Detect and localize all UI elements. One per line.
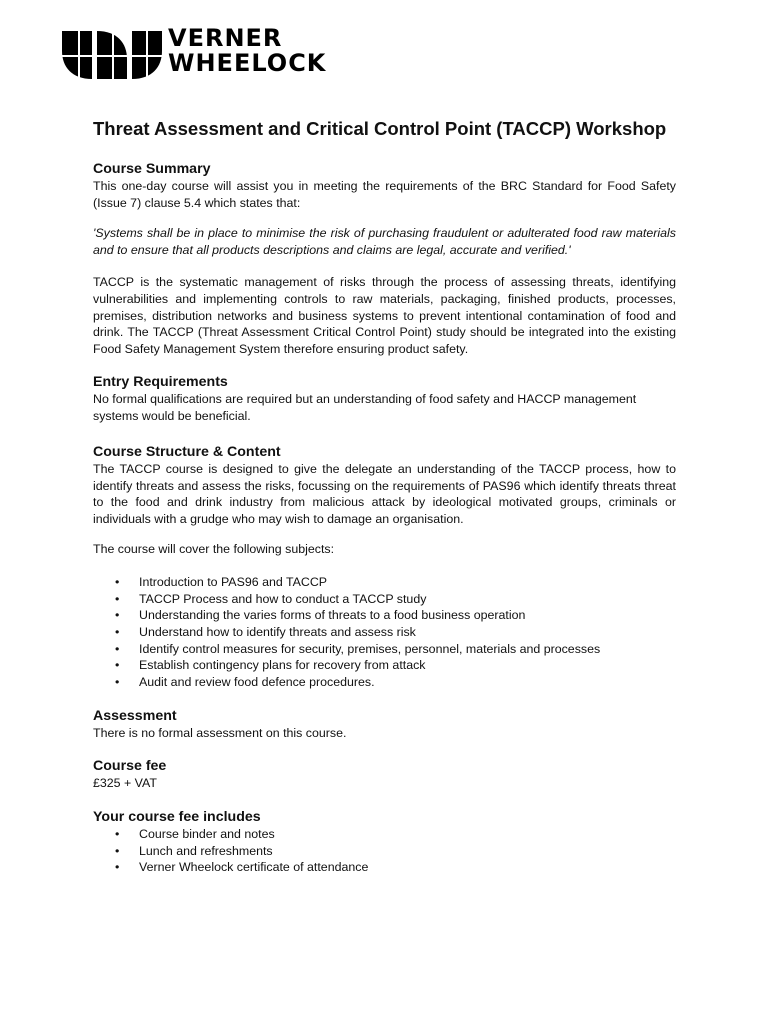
course-structure-section [93,444,676,691]
assessment-text: There is no formal assessment on this course. [93,726,347,740]
assessment-heading: Assessment [93,708,177,724]
list-item: • Understanding the varies forms of threats to a food business operation [115,608,526,623]
list-item: • Identify control measures for security, premises, personnel, materials and processes [115,641,601,656]
fee-includes-section [93,809,676,876]
assessment-section [93,708,676,742]
course-structure-text: The TACCP course is designed to give the delegate an understanding of the TACCP process, how to identify threats and assess the risks, focussing on the requirements of PAS96 which identify threats threat to the food and drink industry from malicious attack by ideological motivated groups, criminals or individuals with a grudge who may wish to damage an organisation. [93,462,676,526]
logo-line-2: WHEELOCK [168,49,327,77]
fee-includes-heading: Your course fee includes [93,809,261,825]
entry-requirements-section [93,374,676,424]
list-item: • TACCP Process and how to conduct a TACCP study [115,591,427,606]
taccp-description: TACCP is the systematic management of risks through the process of assessing threats, identifying vulnerabilities and implementing controls to raw materials, packaging, finished products, processes, premises, distribution networks and business systems to prevent intentional contamination of food and drink. The TACCP (Threat Assessment Critical Control Point) study should be integrated into the existing Food Safety Management System therefore ensuring product safety. [93,275,676,356]
list-item: • Course binder and notes [115,827,275,841]
entry-requirements-text: No formal qualifications are required but an understanding of food safety and HACCP management systems would be beneficial. [93,392,637,423]
brc-quote: 'Systems shall be in place to minimise the risk of purchasing fraudulent or adulterated food raw materials and to ensure that all products descriptions and claims are legal, accurate and verified.' [93,226,676,257]
course-cover-intro: The course will cover the following subjects: [93,542,335,557]
list-item: • Lunch and refreshments [115,843,273,858]
course-summary-section [93,161,676,357]
course-fee-section [93,758,676,792]
subjects-list [93,574,676,691]
course-summary-intro: This one-day course will assist you in meeting the requirements of the BRC Standard for Food Safety (Issue 7) clause 5.4 which states that: [93,179,676,210]
course-fee-value: £325 + VAT [93,776,157,790]
fee-includes-list [93,826,676,876]
list-item: • Understand how to identify threats and assess risk [115,625,416,640]
logo-line-1: VERNER [168,24,283,52]
leaf-logo-icon [62,31,164,81]
list-item: • Audit and review food defence procedures. [115,675,375,690]
course-summary-heading: Course Summary [93,161,211,177]
course-structure-heading: Course Structure & Content [93,444,281,460]
entry-requirements-heading: Entry Requirements [93,374,228,390]
list-item: • Introduction to PAS96 and TACCP [115,574,328,589]
page-title: Threat Assessment and Critical Control Point (TACCP) Workshop [93,118,667,139]
list-item: • Establish contingency plans for recovery from attack [115,658,426,673]
course-fee-heading: Course fee [93,758,167,774]
company-logo [58,26,368,88]
list-item: • Verner Wheelock certificate of attendance [115,860,369,875]
